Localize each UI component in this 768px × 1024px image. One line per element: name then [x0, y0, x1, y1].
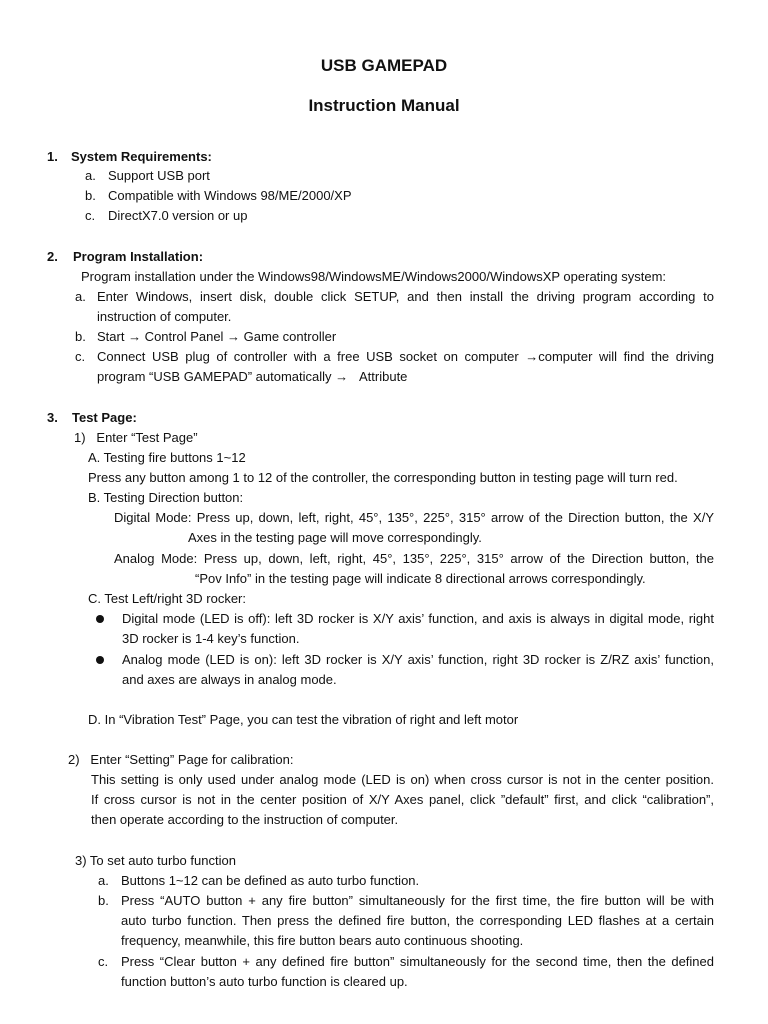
section3-sub3-item-c-line1: Press “Clear button + any defined fire button” simultaneously for the second time, then the defined	[121, 954, 714, 969]
section3-sub3-item-a-line1: Buttons 1~12 can be defined as auto turbo function.	[121, 873, 420, 888]
section3-sub1-a-heading: A. Testing fire buttons 1~12	[88, 450, 246, 465]
section3-sub1-a-text: Press any button among 1 to 12 of the controller, the corresponding button in testing page will turn red.	[88, 470, 678, 485]
analog-mode-line2: “Pov Info” in the testing page will indicate 8 directional arrows correspondingly.	[195, 571, 646, 586]
section1-item-b-text: Compatible with Windows 98/ME/2000/XP	[108, 188, 352, 203]
section2-item-b-letter: b.	[75, 329, 86, 344]
bullet-dot	[96, 615, 104, 623]
section2-item-b-line1: Start → Control Panel → Game controller	[97, 329, 337, 344]
section3-sub1-d-text: D. In “Vibration Test” Page, you can test the vibration of right and left motor	[88, 712, 519, 727]
section3-sub2-line2: If cross cursor is not in the center position of X/Y Axes panel, click ”default” first, and click “calibration”,	[91, 792, 714, 807]
section2-item-c-line1: Connect USB plug of controller with a free USB socket on computer →computer will find the driving	[97, 349, 714, 364]
section3-sub2-line3: then operate according to the instruction of computer.	[91, 812, 399, 827]
digital-mode-line1: Digital Mode: Press up, down, left, right, 45°, 135°, 225°, 315° arrow of the Direction button, the X/Y	[114, 510, 714, 525]
section2-intro: Program installation under the Windows98/WindowsME/Windows2000/WindowsXP operating system:	[81, 269, 667, 284]
section3-number: 3.	[47, 410, 58, 425]
bullet-digital-line2: 3D rocker is 1-4 key’s function.	[122, 631, 300, 646]
section3-sub3-item-c-line2: function button’s auto turbo function is cleared up.	[121, 974, 408, 989]
bullet-digital-line1: Digital mode (LED is off): left 3D rocker is X/Y axis’ function, and axis is always in digital mode, right	[122, 611, 714, 626]
section2-item-a-line1: Enter Windows, insert disk, double click SETUP, and then install the driving program according to	[97, 289, 714, 304]
section1-item-c-text: DirectX7.0 version or up	[108, 208, 248, 223]
analog-mode-line1: Analog Mode: Press up, down, left, right, 45°, 135°, 225°, 315° arrow of the Direction button, the	[114, 551, 714, 566]
section3-sub1-label: 1) Enter “Test Page”	[74, 430, 198, 445]
section1-item-c-letter: c.	[85, 208, 96, 223]
section1-number: 1.	[47, 149, 58, 164]
section2-number: 2.	[47, 249, 58, 264]
document-title: USB GAMEPAD	[320, 56, 448, 75]
section2-heading: Program Installation:	[73, 249, 204, 264]
section3-sub1-c-heading: C. Test Left/right 3D rocker:	[88, 591, 246, 606]
section3-heading: Test Page:	[72, 410, 137, 425]
section2-item-a-line2: instruction of computer.	[97, 309, 232, 324]
section3-sub3-item-b-line1: Press “AUTO button + any fire button” simultaneously for the first time, the fire button will be with	[121, 893, 714, 908]
section3-sub2-label: 2) Enter “Setting” Page for calibration:	[68, 752, 294, 767]
bullet-analog-line2: and axes are always in analog mode.	[122, 672, 337, 687]
bullet-dot	[96, 656, 104, 664]
document-subtitle: Instruction Manual	[308, 96, 460, 115]
digital-mode-line2: Axes in the testing page will move correspondingly.	[188, 530, 482, 545]
section3-sub3-item-b-letter: b.	[98, 893, 109, 908]
section3-sub3-item-b-line2: auto turbo function. Then press the defined fire button, the corresponding LED flashes at a certain	[121, 913, 714, 928]
section3-sub3-item-c-letter: c.	[98, 954, 109, 969]
section3-sub2-line1: This setting is only used under analog mode (LED is on) when cross cursor is not in the center position.	[91, 772, 714, 787]
section3-sub3-item-b-line3: frequency, meanwhile, this fire button bears auto continuous shooting.	[121, 933, 524, 948]
section1-item-b-letter: b.	[85, 188, 96, 203]
section3-sub3-label: 3) To set auto turbo function	[75, 853, 236, 868]
bullet-analog-line1: Analog mode (LED is on): left 3D rocker is X/Y axis’ function, right 3D rocker is Z/RZ axis’ function,	[122, 652, 714, 667]
section1-item-a-text: Support USB port	[108, 168, 210, 183]
section2-item-a-letter: a.	[75, 289, 86, 304]
section3-sub3-item-a-letter: a.	[98, 873, 109, 888]
section1-heading: System Requirements:	[71, 149, 212, 164]
section2-item-c-letter: c.	[75, 349, 86, 364]
section1-item-a-letter: a.	[85, 168, 96, 183]
section2-item-c-line2: program “USB GAMEPAD” automatically → Attribute	[97, 369, 408, 384]
section3-sub1-b-heading: B. Testing Direction button:	[88, 490, 244, 505]
